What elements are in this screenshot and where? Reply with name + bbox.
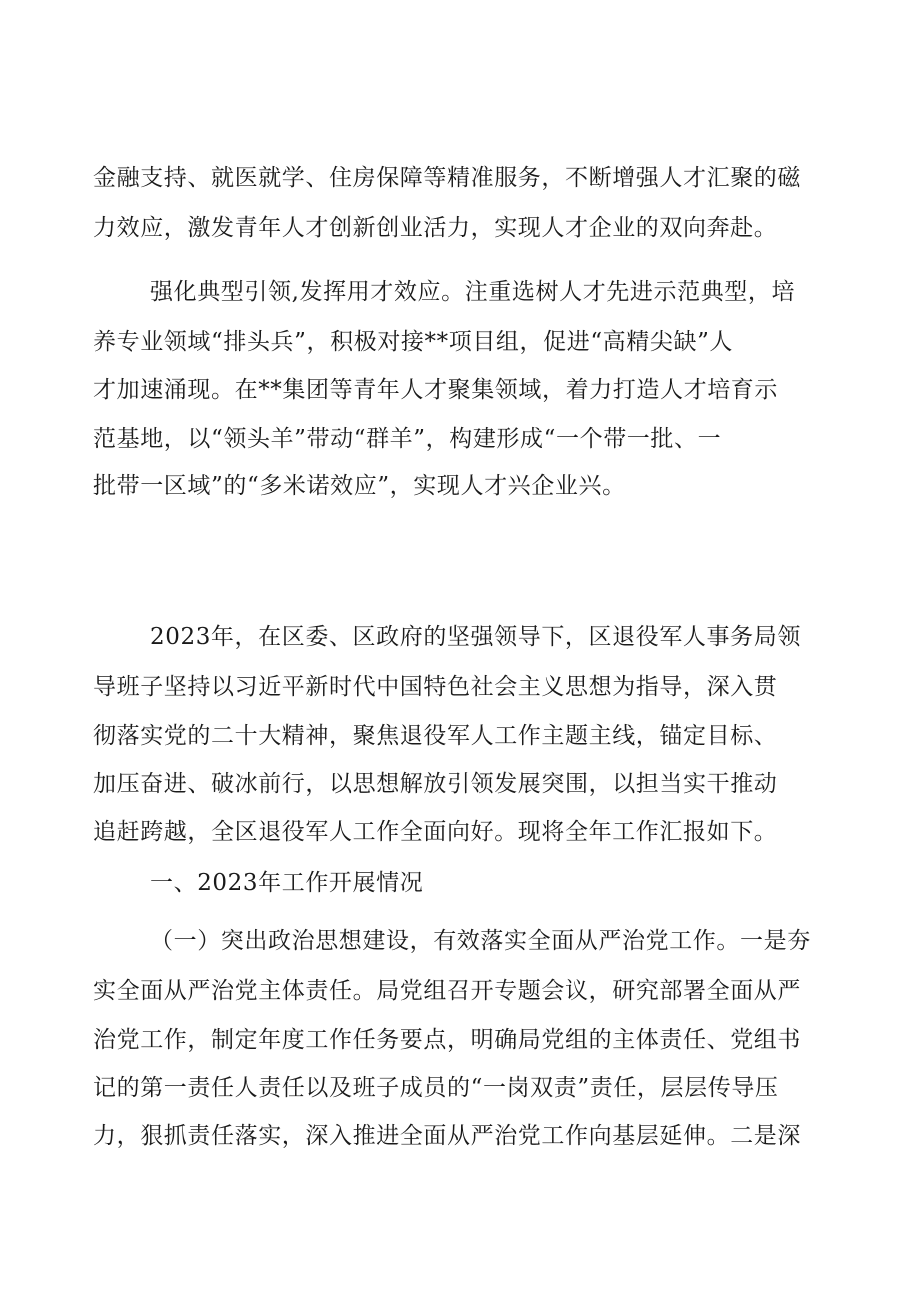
text-line: 彻落实党的二十大精神，聚焦退役军人工作主题主线，锚定目标、 <box>93 723 778 749</box>
text-line: 治党工作，制定年度工作任务要点，明确局党组的主体责任、党组书 <box>93 1027 801 1053</box>
text-line: 实全面从严治党主体责任。局党组召开专题会议，研究部署全面从严 <box>93 978 801 1004</box>
text-line: 记的第一责任人责任以及班子成员的“一岗双责”责任，层层传导压 <box>93 1075 779 1101</box>
text-line: 养专业领域“排头兵”，积极对接**项目组，促进“高精尖缺”人 <box>93 329 734 355</box>
text-line: 才加速涌现。在**集团等青年人才聚集领域，着力打造人才培育示 <box>93 377 778 403</box>
text-line: 2023年，在区委、区政府的坚强领导下，区退役军人事务局领 <box>150 624 801 650</box>
text-line: 强化典型引领,发挥用才效应。注重选树人才先进示范典型，培 <box>150 279 796 305</box>
text-line: 范基地，以“领头羊”带动“群羊”，构建形成“一个带一批、一 <box>93 426 722 452</box>
text-line: （一）突出政治思想建设，有效落实全面从严治党工作。一是夯 <box>150 928 811 954</box>
text-line: 加压奋进、破冰前行，以思想解放引领发展突围，以担当实干推动 <box>93 771 778 797</box>
text-line: 力效应，激发青年人才创新创业活力，实现人才企业的双向奔赴。 <box>93 215 778 241</box>
text-line: 力，狠抓责任落实，深入推进全面从严治党工作向基层延伸。二是深 <box>93 1123 801 1149</box>
text-line: 导班子坚持以习近平新时代中国特色社会主义思想为指导，深入贯 <box>93 674 778 700</box>
text-line: 批带一区域”的“多米诺效应”，实现人才兴企业兴。 <box>93 473 626 499</box>
text-line: 金融支持、就医就学、住房保障等精准服务，不断增强人才汇聚的磁 <box>93 165 801 191</box>
section-heading: 一、2023年工作开展情况 <box>150 870 424 896</box>
text-line: 追赶跨越，全区退役军人工作全面向好。现将全年工作汇报如下。 <box>93 819 778 845</box>
